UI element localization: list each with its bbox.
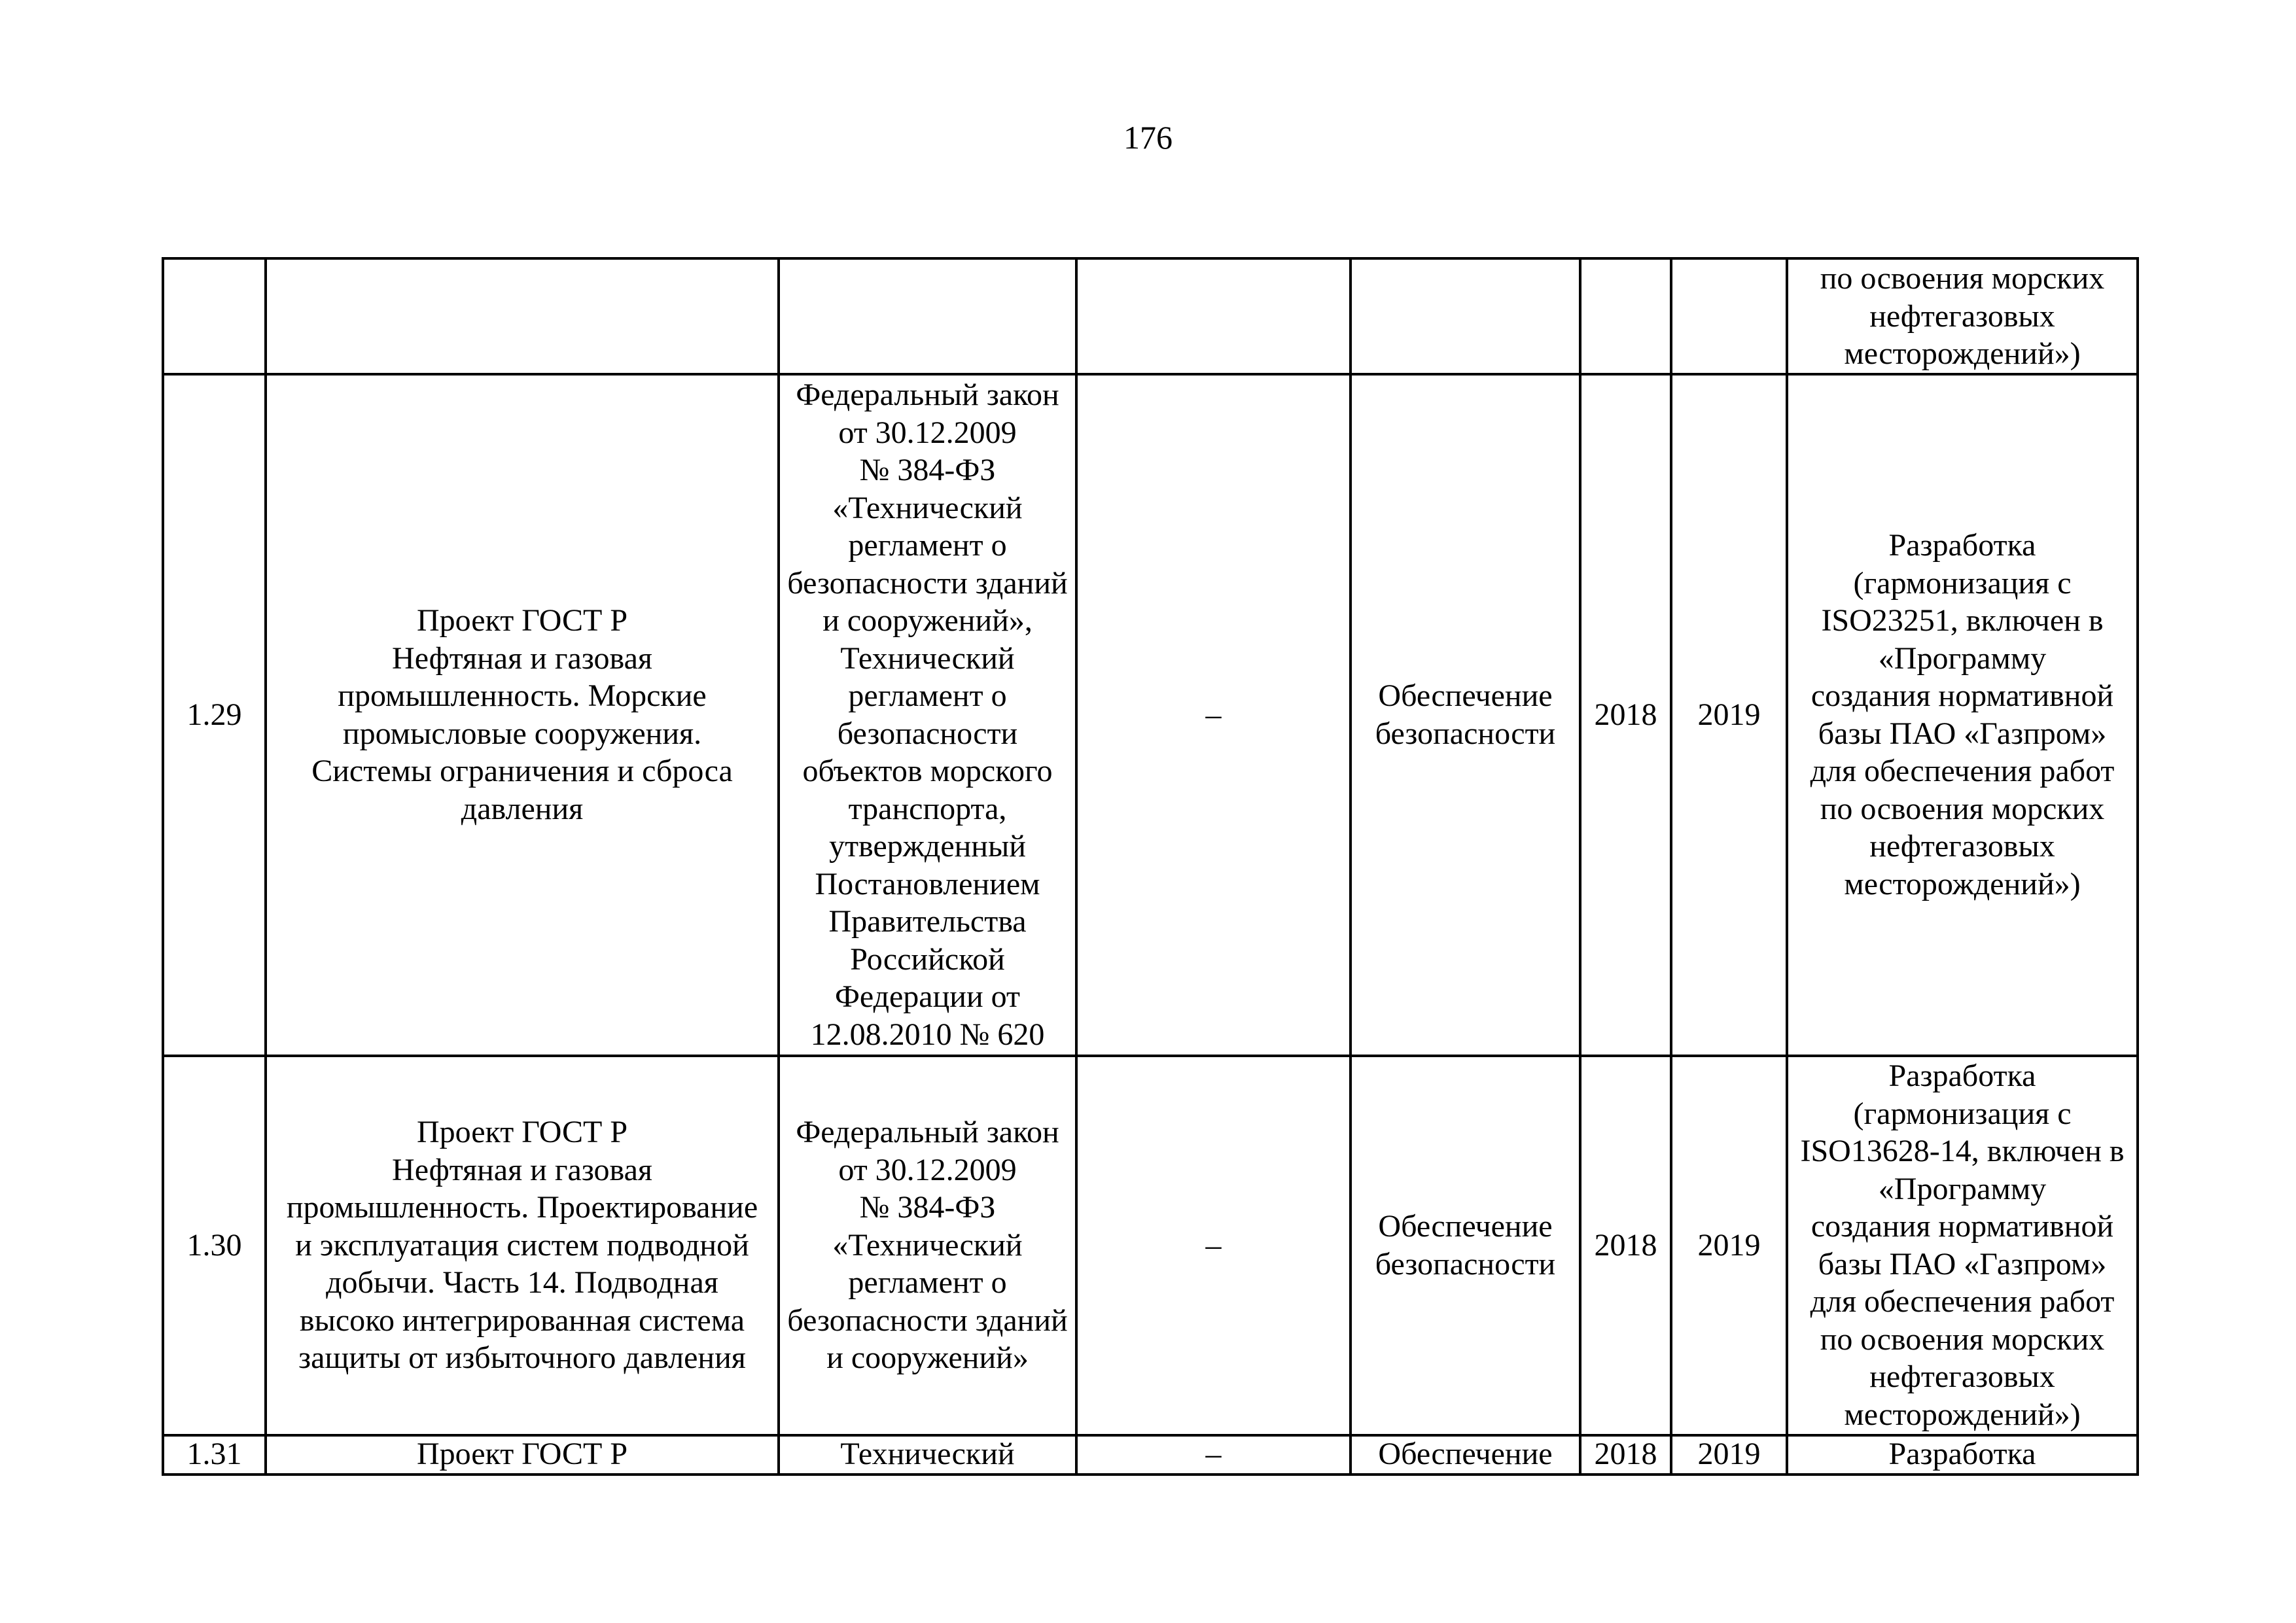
cell-start-year [1580, 258, 1671, 374]
cell-goal: Обеспечение безопасности [1351, 374, 1580, 1056]
cell-goal: Обеспечение [1351, 1435, 1580, 1475]
cell-basis [779, 258, 1076, 374]
table-row [163, 374, 2138, 1056]
cell-start-year: 2018 [1580, 374, 1671, 1056]
cell-replace [1076, 258, 1351, 374]
cell-title: Проект ГОСТ Р [266, 1435, 779, 1475]
cell-replace: – [1076, 1056, 1351, 1435]
cell-start-year: 2018 [1580, 1056, 1671, 1435]
cell-goal [1351, 258, 1580, 374]
cell-title: Проект ГОСТ Р Нефтяная и газовая промышленность. Морские промысловые сооружения. Системы ограничения и сброса давления [266, 374, 779, 1056]
cell-note: по освоения морских нефтегазовых месторождений») [1787, 258, 2138, 374]
cell-end-year: 2019 [1671, 374, 1787, 1056]
cell-basis: Федеральный закон от 30.12.2009 № 384-ФЗ «Технический регламент о безопасности зданий и сооружений» [779, 1056, 1076, 1435]
table-row [163, 1056, 2138, 1435]
cell-number: 1.31 [163, 1435, 266, 1475]
table-row [163, 1435, 2138, 1475]
table-row-continuation [163, 258, 2138, 374]
cell-basis: Технический [779, 1435, 1076, 1475]
cell-note: Разработка [1787, 1435, 2138, 1475]
cell-number [163, 258, 266, 374]
cell-note: Разработка (гармонизация с ISO23251, включен в «Программу создания нормативной базы ПАО «Газпром» для обеспечения работ по освоения морских нефтегазовых месторождений») [1787, 374, 2138, 1056]
cell-number: 1.29 [163, 374, 266, 1056]
cell-replace: – [1076, 1435, 1351, 1475]
cell-title [266, 258, 779, 374]
page-number: 176 [1123, 119, 1173, 156]
cell-note: Разработка (гармонизация с ISO13628-14, включен в «Программу создания нормативной базы ПАО «Газпром» для обеспечения работ по освоения морских нефтегазовых месторождений») [1787, 1056, 2138, 1435]
cell-end-year: 2019 [1671, 1435, 1787, 1475]
standards-plan-table [162, 257, 2139, 1476]
cell-number: 1.30 [163, 1056, 266, 1435]
cell-title: Проект ГОСТ Р Нефтяная и газовая промышленность. Проектирование и эксплуатация систем подводной добычи. Часть 14. Подводная высоко интегрированная система защиты от избыточного давления [266, 1056, 779, 1435]
cell-replace: – [1076, 374, 1351, 1056]
cell-start-year: 2018 [1580, 1435, 1671, 1475]
cell-end-year: 2019 [1671, 1056, 1787, 1435]
cell-basis: Федеральный закон от 30.12.2009 № 384-ФЗ «Технический регламент о безопасности зданий и сооружений», Технический регламент о безопасности объектов морского транспорта, утвержденный Постановлением Правительства Российской Федерации от 12.08.2010 № 620 [779, 374, 1076, 1056]
cell-end-year [1671, 258, 1787, 374]
cell-goal: Обеспечение безопасности [1351, 1056, 1580, 1435]
